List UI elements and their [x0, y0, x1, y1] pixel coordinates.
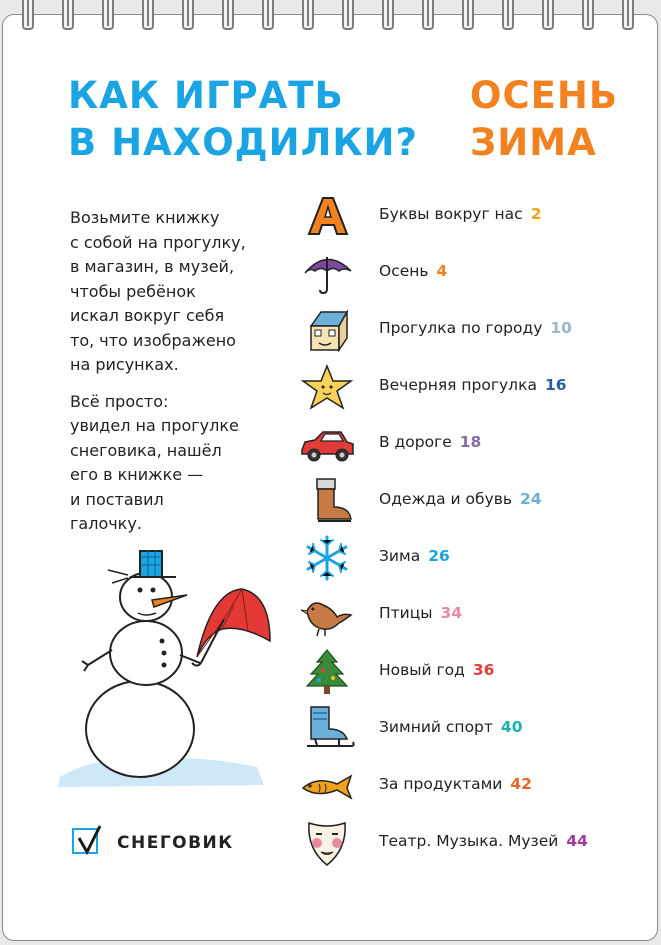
mask-icon — [299, 819, 355, 867]
example-checkbox[interactable] — [72, 828, 98, 854]
toc-title: Вечерняя прогулка — [379, 376, 537, 394]
toc-title: Буквы вокруг нас — [379, 205, 523, 223]
toc-item[interactable] — [297, 815, 661, 872]
toc-label — [379, 262, 447, 280]
snowflake-icon — [299, 534, 355, 582]
toc-label — [379, 718, 523, 736]
binding-ring — [422, 0, 434, 30]
toc-item[interactable] — [297, 530, 661, 587]
instructions-text — [70, 206, 290, 549]
bird-icon — [299, 591, 355, 639]
toc-title: Зима — [379, 547, 421, 565]
toc-label — [379, 319, 572, 337]
seasons-heading — [470, 72, 618, 166]
toc-label — [379, 433, 481, 451]
toc-page-number: 44 — [566, 832, 588, 850]
toc-label — [379, 547, 450, 565]
table-of-contents — [297, 188, 661, 872]
star-icon — [299, 363, 355, 411]
car-icon — [299, 420, 355, 468]
toc-item[interactable] — [297, 359, 661, 416]
binding-ring — [342, 0, 354, 30]
binding-ring — [262, 0, 274, 30]
toc-item[interactable] — [297, 245, 661, 302]
house-icon — [299, 306, 355, 354]
toc-page-number: 18 — [459, 433, 482, 451]
binding-ring — [62, 0, 74, 30]
binding-ring — [542, 0, 554, 30]
toc-item[interactable] — [297, 188, 661, 245]
toc-title: За продуктами — [379, 775, 503, 793]
instructions-paragraph: Возьмите книжку с собой на прогулку, в магазин, в музей, чтобы ребёнок искал вокруг себя то, что изображено на рисунках. — [70, 208, 246, 374]
toc-label — [379, 832, 588, 850]
toc-label — [379, 376, 567, 394]
letter-a-icon — [299, 192, 355, 240]
umbrella-icon — [299, 249, 355, 297]
binding-ring — [302, 0, 314, 30]
season-autumn: ОСЕНЬ — [470, 74, 619, 117]
toc-page-number: 16 — [544, 376, 567, 394]
spiral-binding — [0, 0, 661, 40]
toc-page-number: 34 — [440, 604, 463, 622]
binding-ring — [502, 0, 514, 30]
toc-label — [379, 775, 532, 793]
title-line: В НАХОДИЛКИ? — [68, 121, 418, 164]
toc-page-number: 40 — [500, 718, 523, 736]
binding-ring — [462, 0, 474, 30]
toc-title: Осень — [379, 262, 429, 280]
toc-label — [379, 604, 462, 622]
toc-item[interactable] — [297, 701, 661, 758]
toc-title: Одежда и обувь — [379, 490, 513, 508]
toc-item[interactable] — [297, 644, 661, 701]
snowman-illustration — [52, 545, 288, 790]
binding-ring — [142, 0, 154, 30]
toc-title: Театр. Музыка. Музей — [379, 832, 559, 850]
christmas-tree-icon — [299, 648, 355, 696]
title-line: КАК ИГРАТЬ — [68, 74, 344, 117]
toc-page-number: 42 — [510, 775, 532, 793]
binding-ring — [102, 0, 114, 30]
binding-ring — [622, 0, 634, 30]
example-label: СНЕГОВИК — [117, 833, 234, 853]
toc-item[interactable] — [297, 473, 661, 530]
binding-ring — [382, 0, 394, 30]
skate-icon — [299, 705, 355, 753]
toc-page-number: 2 — [530, 205, 542, 223]
binding-ring — [182, 0, 194, 30]
fish-icon — [299, 762, 355, 810]
toc-page-number: 36 — [472, 661, 495, 679]
toc-page-number: 26 — [428, 547, 450, 565]
toc-item[interactable] — [297, 587, 661, 644]
binding-ring — [222, 0, 234, 30]
toc-title: Прогулка по городу — [379, 319, 543, 337]
toc-page-number: 24 — [520, 490, 542, 508]
boot-icon — [299, 477, 355, 525]
binding-ring — [22, 0, 34, 30]
toc-item[interactable] — [297, 416, 661, 473]
checkmark-icon — [76, 824, 104, 856]
toc-item[interactable] — [297, 302, 661, 359]
toc-title: В дороге — [379, 433, 452, 451]
toc-page-number: 4 — [436, 262, 448, 280]
toc-title: Новый год — [379, 661, 465, 679]
toc-label — [379, 490, 542, 508]
toc-page-number: 10 — [550, 319, 572, 337]
page-title — [68, 72, 418, 166]
toc-label — [379, 661, 494, 679]
toc-title: Зимний спорт — [379, 718, 493, 736]
toc-label — [379, 205, 541, 223]
toc-title: Птицы — [379, 604, 433, 622]
binding-ring — [582, 0, 594, 30]
season-winter: ЗИМА — [470, 121, 597, 164]
toc-item[interactable] — [297, 758, 661, 815]
instructions-paragraph: Всё просто: увидел на прогулке снеговика, нашёл его в книжке — и поставил галочку. — [70, 391, 239, 533]
